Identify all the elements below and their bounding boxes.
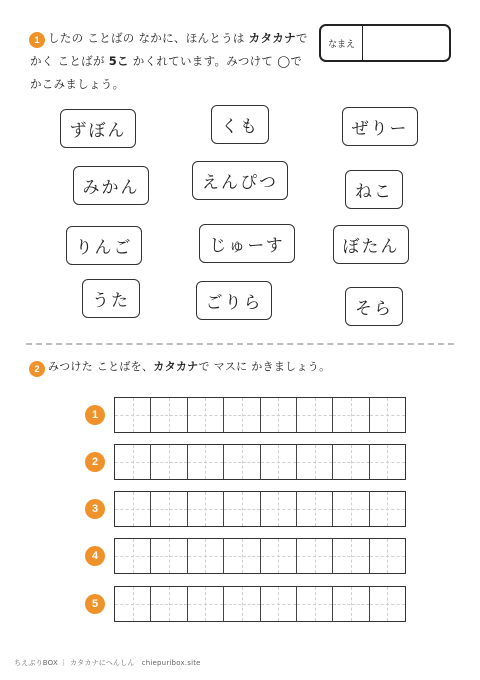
answer-row-number: 3 — [85, 499, 105, 519]
answer-cell[interactable] — [297, 492, 333, 526]
word-card[interactable]: りんご — [66, 226, 142, 265]
answer-grid[interactable] — [114, 397, 406, 433]
instruction-text: 5こ — [108, 54, 129, 68]
word-card[interactable]: ずぼん — [60, 109, 136, 148]
answer-cell[interactable] — [224, 492, 260, 526]
answer-grid[interactable] — [114, 538, 406, 574]
answer-cell[interactable] — [188, 445, 224, 479]
answer-cell[interactable] — [151, 587, 187, 621]
answer-cell[interactable] — [188, 398, 224, 432]
answer-cell[interactable] — [224, 587, 260, 621]
answer-cell[interactable] — [297, 445, 333, 479]
instruction-text: みつけた ことばを、 — [48, 360, 154, 373]
name-label: なまえ — [321, 26, 363, 60]
answer-cell[interactable] — [115, 492, 151, 526]
answer-cell[interactable] — [370, 492, 405, 526]
answer-cell[interactable] — [151, 539, 187, 573]
answer-row-number: 1 — [85, 405, 105, 425]
instruction-text: カタカナ — [248, 31, 296, 45]
answer-cell[interactable] — [297, 539, 333, 573]
question-2-text — [48, 358, 330, 374]
answer-cell[interactable] — [261, 398, 297, 432]
word-card[interactable]: そら — [345, 287, 403, 326]
answer-cell[interactable] — [115, 587, 151, 621]
instruction-text: カタカナ — [153, 360, 199, 373]
instruction-text: で かく ことばが — [30, 31, 308, 68]
instruction-text: したの ことばの なかに、ほんとうは — [48, 31, 249, 45]
answer-cell[interactable] — [370, 539, 405, 573]
answer-cell[interactable] — [151, 398, 187, 432]
question-2-badge: 2 — [29, 361, 45, 377]
answer-row-number: 4 — [85, 546, 105, 566]
word-card[interactable]: みかん — [73, 166, 149, 205]
answer-cell[interactable] — [370, 587, 405, 621]
answer-cell[interactable] — [115, 398, 151, 432]
answer-cell[interactable] — [151, 445, 187, 479]
answer-cell[interactable] — [261, 587, 297, 621]
answer-grid[interactable] — [114, 586, 406, 622]
answer-row-number: 5 — [85, 594, 105, 614]
word-card[interactable]: ごりら — [196, 281, 272, 320]
instruction-text: かくれています。みつけて ◯で かこみましょう。 — [30, 54, 303, 91]
answer-cell[interactable] — [333, 587, 369, 621]
answer-grid[interactable] — [114, 444, 406, 480]
answer-cell[interactable] — [115, 539, 151, 573]
answer-cell[interactable] — [370, 398, 405, 432]
answer-cell[interactable] — [224, 398, 260, 432]
answer-cell[interactable] — [224, 445, 260, 479]
section-divider — [26, 343, 454, 345]
word-card[interactable]: くも — [211, 105, 269, 144]
answer-cell[interactable] — [188, 587, 224, 621]
answer-cell[interactable] — [333, 445, 369, 479]
word-card[interactable]: ねこ — [345, 170, 403, 209]
answer-cell[interactable] — [188, 492, 224, 526]
footer-credit: ちえぶりBOX ｜ カタカナにへんしん chiepuribox.site — [14, 659, 201, 667]
answer-cell[interactable] — [151, 492, 187, 526]
answer-cell[interactable] — [115, 445, 151, 479]
answer-grid[interactable] — [114, 491, 406, 527]
word-card[interactable]: ぼたん — [333, 225, 409, 264]
answer-cell[interactable] — [297, 587, 333, 621]
instruction-text: で マスに かきましょう。 — [198, 360, 331, 373]
question-1-badge: 1 — [29, 32, 45, 48]
answer-cell[interactable] — [297, 398, 333, 432]
question-1-text — [30, 27, 312, 96]
answer-cell[interactable] — [188, 539, 224, 573]
answer-cell[interactable] — [370, 445, 405, 479]
word-card[interactable]: えんぴつ — [192, 161, 288, 200]
answer-cell[interactable] — [261, 445, 297, 479]
answer-cell[interactable] — [333, 539, 369, 573]
word-card[interactable]: ぜりー — [342, 107, 418, 146]
answer-cell[interactable] — [333, 398, 369, 432]
answer-cell[interactable] — [261, 492, 297, 526]
word-card[interactable]: うた — [82, 279, 140, 318]
answer-cell[interactable] — [224, 539, 260, 573]
answer-cell[interactable] — [333, 492, 369, 526]
answer-cell[interactable] — [261, 539, 297, 573]
word-card[interactable]: じゅーす — [199, 224, 295, 263]
answer-row-number: 2 — [85, 452, 105, 472]
name-box[interactable] — [319, 24, 451, 62]
